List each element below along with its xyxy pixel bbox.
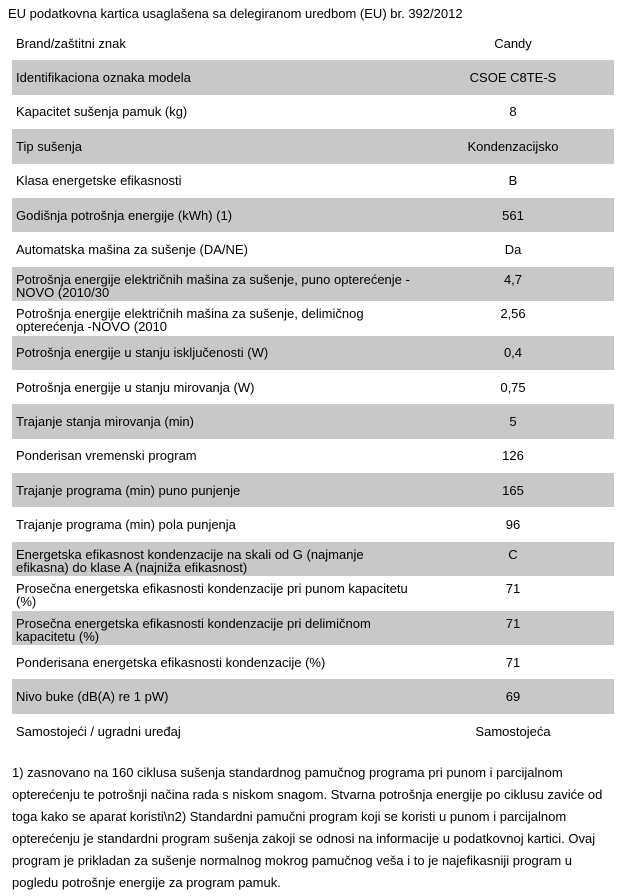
- row-value: 126: [502, 448, 524, 464]
- row-value: Candy: [494, 35, 532, 51]
- row-value: 69: [505, 689, 521, 705]
- row-label: Prosečna energetska efikasnosti kondenzacije pri delimičnom kapacitetu (%): [16, 615, 371, 644]
- row-label: Prosečna energetska efikasnosti kondenzacije pri punom kapacitetu (%): [16, 581, 408, 610]
- table-row: [12, 507, 614, 541]
- row-value: 71: [505, 654, 521, 670]
- table-row: [12, 129, 614, 163]
- row-label: Trajanje programa (min) puno punjenje: [16, 482, 241, 498]
- table-row: [12, 267, 614, 301]
- row-value: Kondenzacijsko: [467, 138, 559, 154]
- table-row: [12, 542, 614, 576]
- row-value: 8: [509, 104, 517, 120]
- table-row: [12, 95, 614, 129]
- row-value: 4,7: [503, 271, 523, 287]
- table-row: [12, 645, 614, 679]
- table-row: [12, 576, 614, 610]
- row-label: Kapacitet sušenja pamuk (kg): [16, 104, 188, 120]
- row-value: 5: [509, 413, 517, 429]
- row-value: CSOE C8TE-S: [469, 70, 557, 86]
- row-label: Ponderisana energetska efikasnosti kondenzacije (%): [16, 654, 326, 670]
- table-row: [12, 714, 614, 748]
- data-table: [12, 26, 614, 748]
- table-row: [12, 404, 614, 438]
- table-row: [12, 60, 614, 94]
- row-label: Klasa energetske efikasnosti: [16, 173, 182, 189]
- row-value: 71: [505, 615, 521, 631]
- table-row: [12, 301, 614, 335]
- table-row: [12, 473, 614, 507]
- row-value: Da: [504, 242, 522, 258]
- table-row: [12, 370, 614, 404]
- row-label: Automatska mašina za sušenje (DA/NE): [16, 242, 248, 258]
- row-label: Brand/zaštitni znak: [16, 35, 126, 51]
- row-value: 96: [505, 517, 521, 533]
- document-title: EU podatkovna kartica usaglašena sa delegiranom uredbom (EU) br. 392/2012: [8, 6, 463, 21]
- row-label: Potrošnja energije u stanju isključenosti (W): [16, 345, 269, 361]
- row-value: Samostojeća: [475, 723, 551, 739]
- row-label: Potrošnja energije električnih mašina za sušenje, puno opterećenje - NOVO (2010/30: [16, 271, 410, 300]
- table-row: [12, 198, 614, 232]
- row-label: Identifikaciona oznaka modela: [16, 70, 191, 86]
- table-row: [12, 164, 614, 198]
- footnote: 1) zasnovano na 160 ciklusa sušenja standardnog pamučnog programa pri punom i parcijalnom opterećenju te potrošnji načina rada s niskom snagom. Stvarna potrošnja energije po ciklusu zaviće od toga kako se aparat koristi\n2) Standardni pamučni program koji se koristi u punom i parcijalnom opterećenju je standardni program sušenja zakoji se odnosi na informacije u podatkovnoj kartici. Ovaj program je prikladan za sušenje normalnog mokrog pamučnog veša i to je najefikasniji program u pogledu potrošnje energije za program pamuk.: [12, 765, 603, 890]
- table-row: [12, 232, 614, 266]
- row-value: 2,56: [500, 306, 526, 322]
- row-value: 165: [502, 482, 524, 498]
- row-label: Energetska efikasnost kondenzacije na skali od G (najmanje efikasna) do klase A (najniža efikasnost): [16, 546, 364, 575]
- row-value: 561: [502, 207, 524, 223]
- row-label: Trajanje stanja mirovanja (min): [16, 413, 194, 429]
- row-label: Trajanje programa (min) pola punjenja: [16, 517, 236, 533]
- row-label: Godišnja potrošnja energije (kWh) (1): [16, 207, 233, 223]
- row-label: Samostojeći / ugradni uređaj: [16, 723, 181, 739]
- row-value: 71: [505, 581, 521, 597]
- table-row: [12, 26, 614, 60]
- row-label: Potrošnja energije u stanju mirovanja (W): [16, 379, 255, 395]
- row-value: 0,75: [500, 379, 526, 395]
- row-value: C: [508, 546, 518, 562]
- row-value: B: [508, 173, 518, 189]
- table-row: [12, 336, 614, 370]
- table-row: [12, 611, 614, 645]
- table-row: [12, 679, 614, 713]
- table-row: [12, 439, 614, 473]
- row-label: Potrošnja energije električnih mašina za sušenje, delimičnog opterećenja -NOVO (2010: [16, 306, 364, 335]
- row-value: 0,4: [503, 345, 523, 361]
- row-label: Ponderisan vremenski program: [16, 448, 197, 464]
- row-label: Nivo buke (dB(A) re 1 pW): [16, 689, 169, 705]
- row-label: Tip sušenja: [16, 138, 82, 154]
